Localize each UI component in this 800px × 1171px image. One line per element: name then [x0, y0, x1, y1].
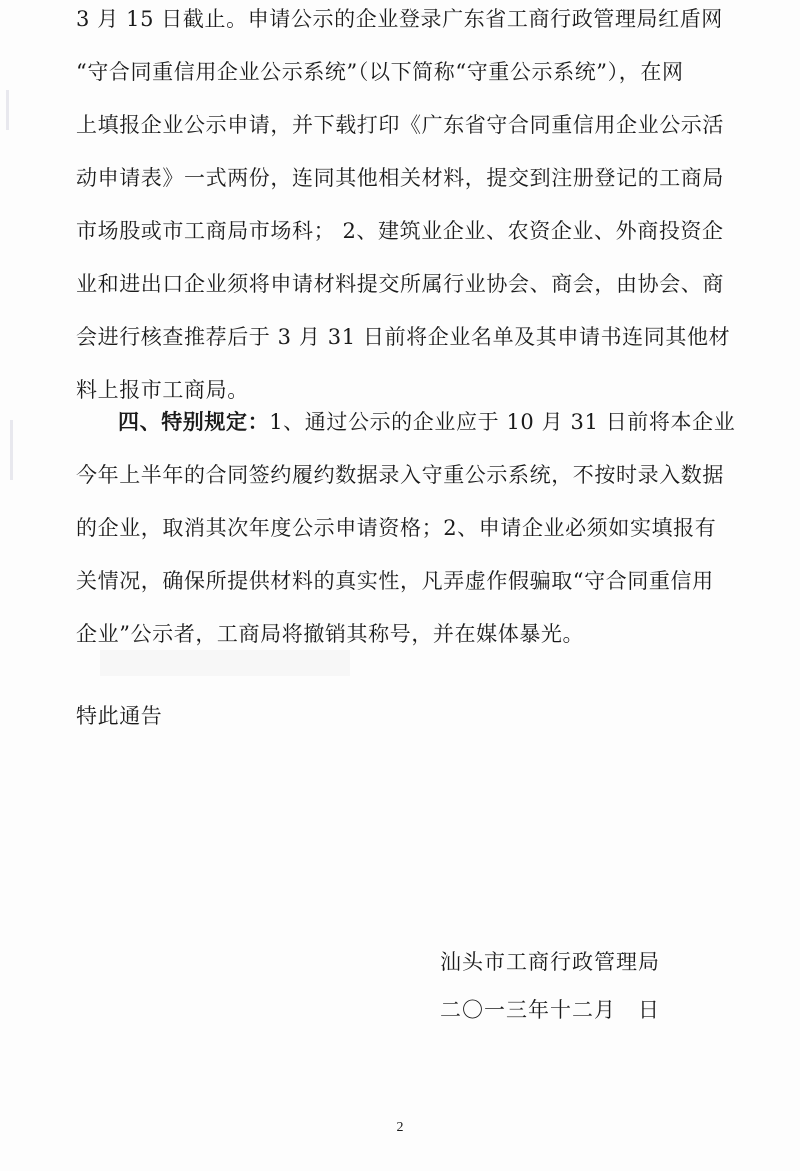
section-4-line: 的企业，取消其次年度公示申请资格；2、申请企业必须如实填报有: [76, 516, 717, 540]
body-line: 会进行核查推荐后于 3 月 31 日前将企业名单及其申请书连同其他材: [76, 325, 731, 349]
body-line: 上填报企业公示申请，并下载打印《广东省守合同重信用企业公示活: [76, 113, 724, 137]
body-line: 业和进出口企业须将申请材料提交所属行业协会、商会，由协会、商: [76, 272, 724, 296]
section-4-text: 1、通过公示的企业应于 10 月 31 日前将本企业: [269, 410, 736, 434]
faded-stamp-trace: [100, 650, 350, 676]
section-4-first-line: [118, 406, 735, 438]
body-line: 市场股或市工商局市场科； 2、建筑业企业、农资企业、外商投资企: [76, 219, 724, 243]
section-4-line: 今年上半年的合同签约履约数据录入守重公示系统，不按时录入数据: [76, 463, 724, 487]
closing-text: 特此通告: [76, 704, 163, 728]
body-line: 动申请表》一式两份，连同其他相关材料，提交到注册登记的工商局: [76, 166, 724, 190]
body-line: “守合同重信用企业公示系统”（以下简称“守重公示系统”），在网: [76, 60, 684, 84]
signature-organization: 汕头市工商行政管理局: [440, 950, 660, 974]
section-4-line: 企业”公示者，工商局将撤销其称号，并在媒体暴光。: [76, 622, 585, 646]
body-line: 料上报市工商局。: [76, 378, 249, 402]
scan-edge-mark: [6, 90, 9, 130]
page-number: 2: [396, 1120, 404, 1135]
section-4-heading: 四、特别规定：: [118, 409, 270, 434]
body-line: 3 月 15 日截止。申请公示的企业登录广东省工商行政管理局红盾网: [76, 7, 723, 31]
section-4-line: 关情况，确保所提供材料的真实性，凡弄虚作假骗取“守合同重信用: [76, 569, 714, 593]
signature-date: 二〇一三年十二月 日: [440, 998, 660, 1022]
scan-edge-mark: [10, 420, 13, 480]
